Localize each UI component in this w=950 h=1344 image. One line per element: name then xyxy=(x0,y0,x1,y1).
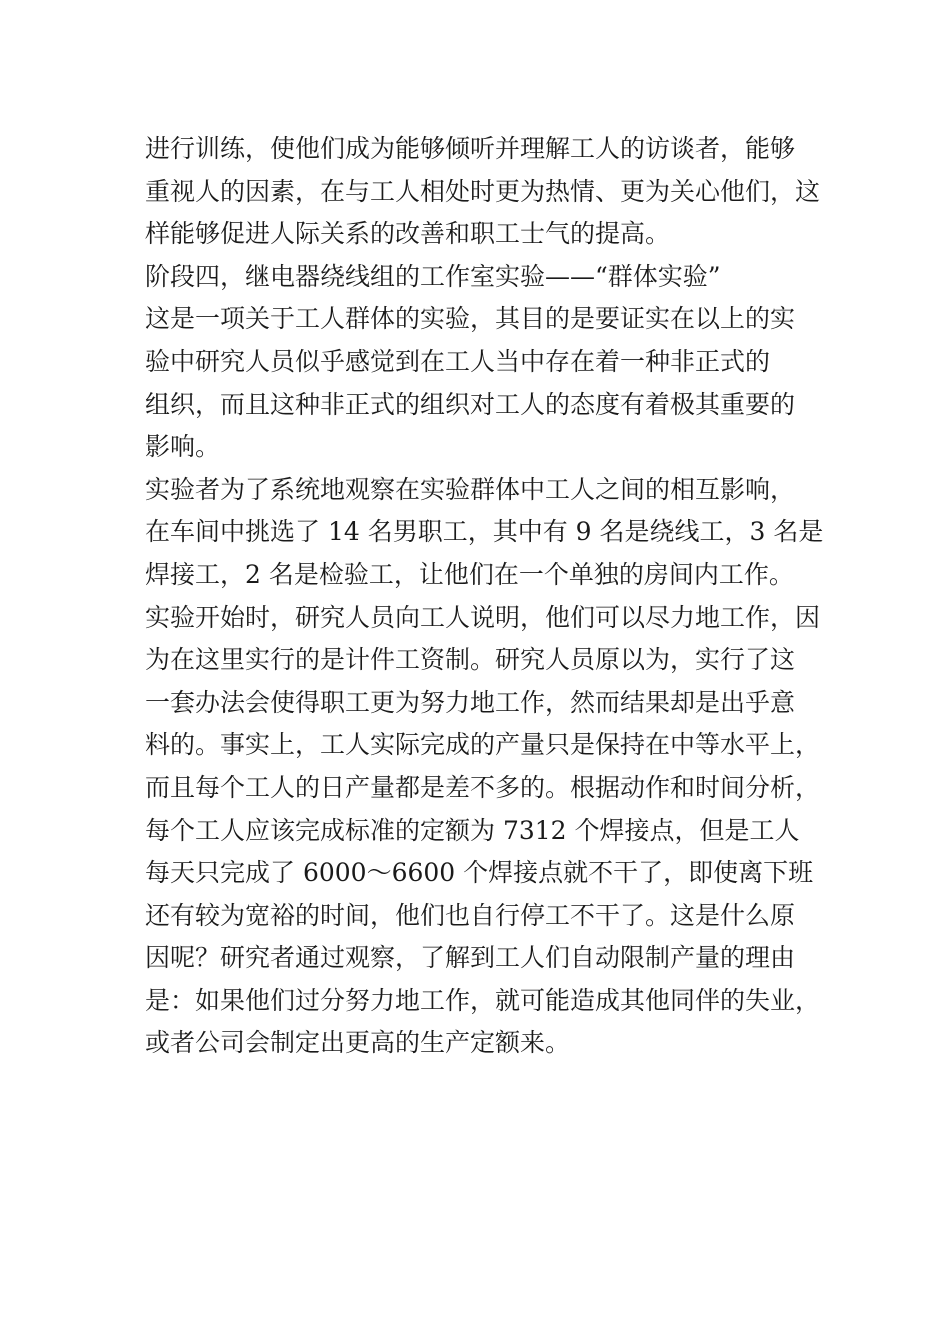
text-line-12: 实验开始时，研究人员向工人说明，他们可以尽力地工作，因 xyxy=(145,602,821,632)
text-line-16: 而且每个工人的日产量都是差不多的。根据动作和时间分析， xyxy=(145,772,821,802)
text-line-2: 重视人的因素，在与工人相处时更为热情、更为关心他们，这 xyxy=(145,176,821,206)
text-line-11: 焊接工，2 名是检验工，让他们在一个单独的房间内工作。 xyxy=(145,559,794,589)
text-line-22: 或者公司会制定出更高的生产定额来。 xyxy=(145,1028,571,1058)
text-line-21: 是：如果他们过分努力地工作，就可能造成其他同伴的失业， xyxy=(145,985,821,1015)
text-line-9: 实验者为了系统地观察在实验群体中工人之间的相互影响， xyxy=(145,474,796,504)
text-line-14: 一套办法会使得职工更为努力地工作，然而结果却是出乎意 xyxy=(145,687,796,717)
text-line-15: 料的。事实上，工人实际完成的产量只是保持在中等水平上， xyxy=(145,730,821,760)
text-line-17: 每个工人应该完成标准的定额为 7312 个焊接点，但是工人 xyxy=(145,815,800,845)
document-body xyxy=(145,128,835,1065)
text-line-13: 为在这里实行的是计件工资制。研究人员原以为，实行了这 xyxy=(145,645,796,675)
text-line-8: 影响。 xyxy=(145,432,221,462)
text-line-5: 这是一项关于工人群体的实验，其目的是要证实在以上的实 xyxy=(145,304,796,334)
text-line-20: 因呢？研究者通过观察，了解到工人们自动限制产量的理由 xyxy=(145,943,796,973)
text-line-1: 进行训练，使他们成为能够倾听并理解工人的访谈者，能够 xyxy=(145,134,796,163)
text-line-7: 组织，而且这种非正式的组织对工人的态度有着极其重要的 xyxy=(145,389,796,419)
text-line-18: 每天只完成了 6000～6600 个焊接点就不干了，即使离下班 xyxy=(145,858,814,888)
text-line-6: 验中研究人员似乎感觉到在工人当中存在着一种非正式的 xyxy=(145,346,771,376)
text-line-3: 样能够促进人际关系的改善和职工士气的提高。 xyxy=(145,219,671,249)
text-line-19: 还有较为宽裕的时间，他们也自行停工不干了。这是什么原 xyxy=(145,900,796,930)
section-heading: 阶段四，继电器绕线组的工作室实验——“群体实验” xyxy=(145,261,721,291)
text-line-10: 在车间中挑选了 14 名男职工，其中有 9 名是绕线工，3 名是 xyxy=(145,517,824,547)
